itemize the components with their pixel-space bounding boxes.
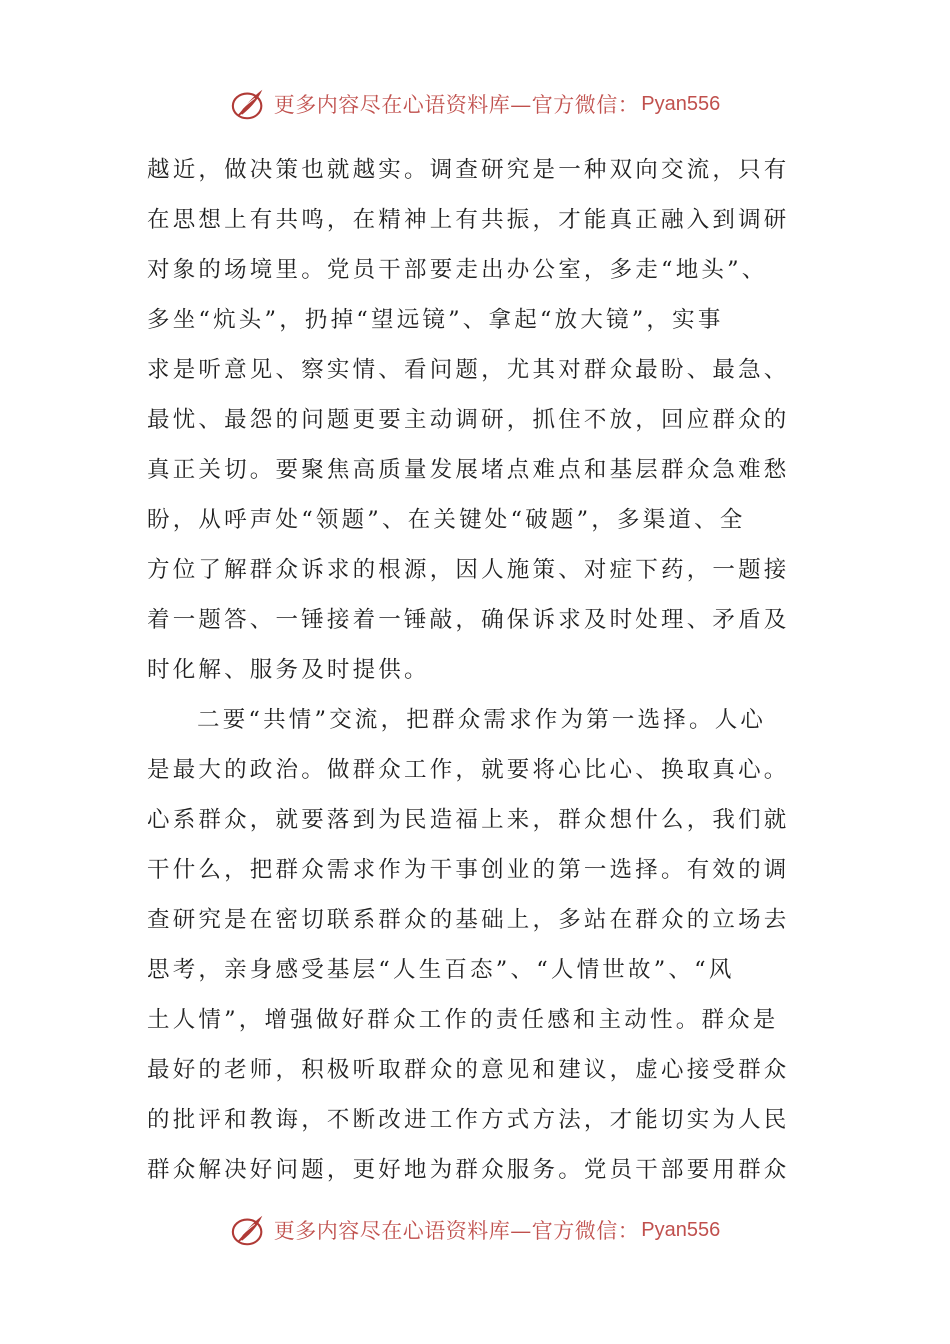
banner-text: 更多内容尽在心语资料库—官方微信： <box>273 1219 640 1243</box>
text-line: 最忧、最怨的问题更要主动调研，抓住不放，回应群众的 <box>147 407 790 433</box>
quill-pen-logo-icon <box>230 85 268 123</box>
text-line: 土人情”，增强做好群众工作的责任感和主动性。群众是 <box>147 1007 779 1033</box>
text-line: 是最大的政治。做群众工作，就要将心比心、换取真心。 <box>147 757 790 783</box>
text-line: 着一题答、一锤接着一锤敲，确保诉求及时处理、矛盾及 <box>147 607 790 633</box>
banner-wechat-id: Pyan556 <box>641 1218 721 1241</box>
document-body <box>147 145 807 1195</box>
text-line: 群众解决好问题，更好地为群众服务。党员干部要用群众 <box>147 1157 790 1183</box>
text-line: 盼，从呼声处“领题”、在关键处“破题”，多渠道、全 <box>147 507 746 533</box>
quill-pen-logo-icon <box>230 1211 268 1249</box>
text-line: 查研究是在密切联系群众的基础上，多站在群众的立场去 <box>147 907 790 933</box>
text-line: 真正关切。要聚焦高质量发展堵点难点和基层群众急难愁 <box>147 457 790 483</box>
text-line: 的批评和教诲，不断改进工作方式方法，才能切实为人民 <box>147 1107 790 1133</box>
banner-wechat-id: Pyan556 <box>641 92 721 115</box>
paragraph-start-line: 二要“共情”交流，把群众需求作为第一选择。人心 <box>197 707 767 733</box>
text-line: 越近，做决策也就越实。调查研究是一种双向交流，只有 <box>147 157 790 183</box>
text-line: 思考，亲身感受基层“人生百态”、“人情世故”、“风 <box>147 957 735 983</box>
text-line: 时化解、服务及时提供。 <box>147 657 430 683</box>
text-line: 对象的场境里。党员干部要走出办公室，多走“地头”、 <box>147 257 768 283</box>
text-line: 多坐“炕头”，扔掉“望远镜”、拿起“放大镜”，实事 <box>147 307 724 333</box>
text-line: 心系群众，就要落到为民造福上来，群众想什么，我们就 <box>147 807 790 833</box>
footer-banner <box>0 1208 950 1252</box>
text-line: 方位了解群众诉求的根源，因人施策、对症下药，一题接 <box>147 557 790 583</box>
text-line: 求是听意见、察实情、看问题，尤其对群众最盼、最急、 <box>147 357 790 383</box>
header-banner <box>0 82 950 126</box>
text-line: 最好的老师，积极听取群众的意见和建议，虚心接受群众 <box>147 1057 790 1083</box>
text-line: 在思想上有共鸣，在精神上有共振，才能真正融入到调研 <box>147 207 790 233</box>
banner-text: 更多内容尽在心语资料库—官方微信： <box>273 93 640 117</box>
text-line: 干什么，把群众需求作为干事创业的第一选择。有效的调 <box>147 857 790 883</box>
